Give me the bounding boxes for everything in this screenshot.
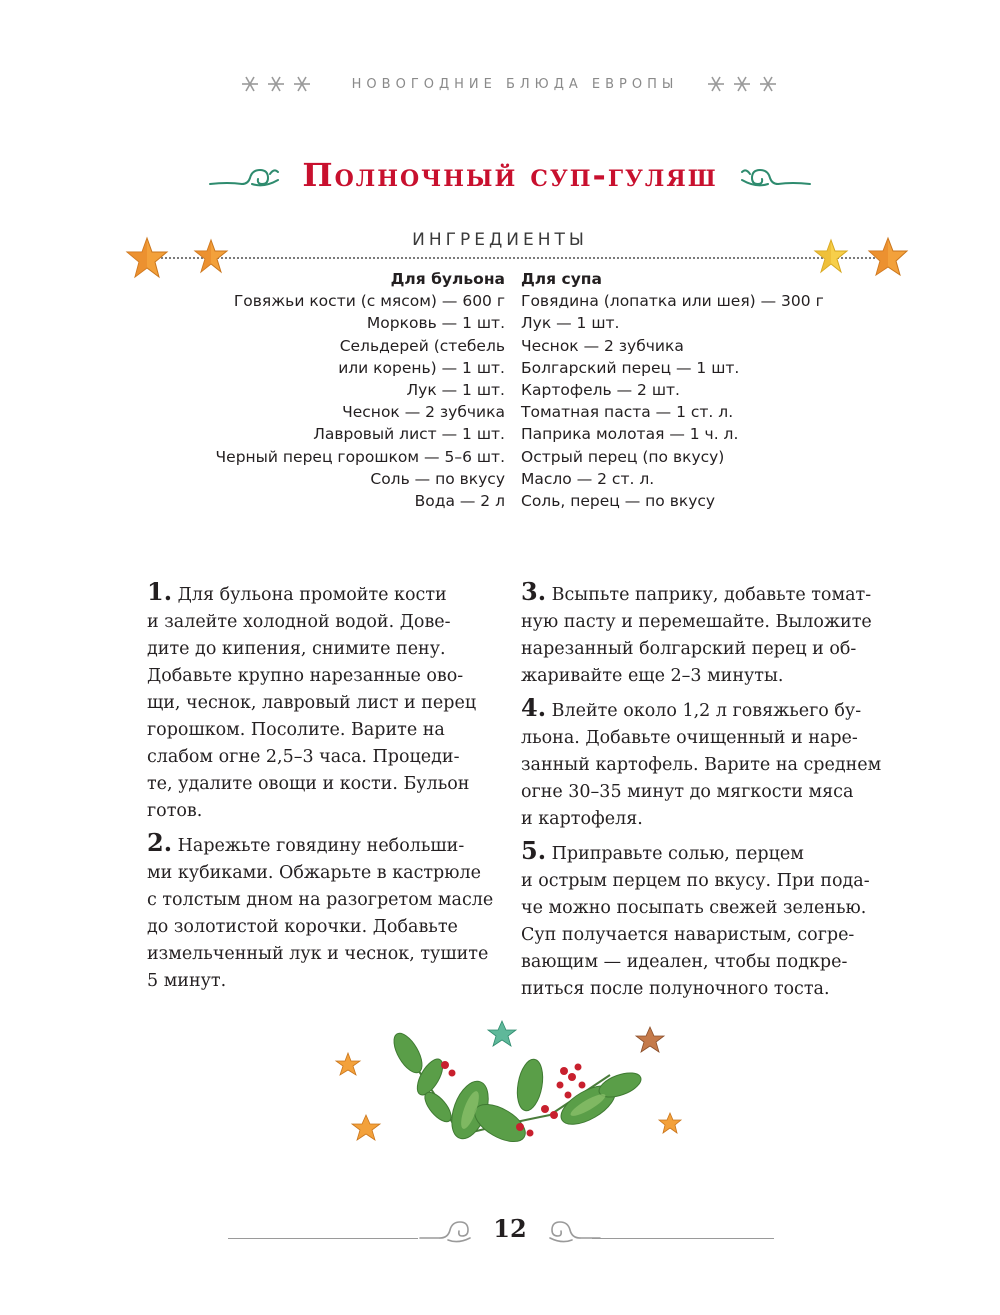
flourish-ornament-icon	[418, 1214, 472, 1248]
holly-illustration	[320, 1015, 690, 1165]
snowflake-icon	[706, 74, 726, 94]
recipe-title: Полночный суп-гуляш	[302, 156, 718, 194]
step-text: че можно посыпать свежей зеленью.	[521, 898, 867, 918]
flourish-ornament-icon	[740, 162, 812, 192]
steps-column-left	[147, 578, 492, 999]
step-text: дите до кипения, снимите пену.	[147, 639, 446, 659]
step-text: Приправьте солью, перцем	[546, 844, 804, 864]
ingredient-item: Вода — 2 л	[414, 492, 505, 511]
star-icon	[352, 1115, 380, 1140]
steps-column-right	[521, 577, 882, 1007]
step-number: 5.	[521, 836, 547, 865]
ingredients-heading: ИНГРЕДИЕНТЫ	[412, 230, 588, 250]
step-text: Всыпьте паприку, добавьте томат-	[546, 585, 872, 605]
running-header-title: НОВОГОДНИЕ БЛЮДА ЕВРОПЫ	[351, 77, 679, 92]
step-text: те, удалите овощи и кости. Бульон	[147, 774, 470, 794]
step-text: льона. Добавьте очищенный и наре-	[521, 728, 858, 748]
snowflake-group-right	[706, 74, 778, 94]
step-text: ми кубиками. Обжарьте в кастрюле	[147, 863, 481, 883]
step-text: ную пасту и перемешайте. Выложите	[521, 612, 872, 632]
snowflake-icon	[732, 74, 752, 94]
ingredient-item: Соль — по вкусу	[370, 469, 505, 488]
ingredient-item: Болгарский перец — 1 шт.	[521, 358, 740, 377]
ingredient-item: Сельдерей (стебель	[339, 336, 505, 355]
soup-heading: Для супа	[521, 270, 602, 288]
step-text: нарезанный болгарский перец и об-	[521, 639, 857, 659]
step-3	[521, 577, 872, 690]
step-text: Нарежьте говядину небольши-	[172, 836, 465, 856]
snowflake-group-left	[240, 74, 312, 94]
ingredient-item: Томатная паста — 1 ст. л.	[521, 403, 734, 422]
step-text: щи, чеснок, лавровый лист и перец	[147, 693, 477, 713]
step-text: и острым перцем по вкусу. При пода-	[521, 871, 870, 891]
step-text: готов.	[147, 801, 203, 821]
star-icon	[336, 1053, 360, 1075]
step-number: 4.	[521, 693, 547, 722]
step-text: питься после полуночного тоста.	[521, 979, 830, 999]
snowflake-icon	[240, 74, 260, 94]
ingredients-broth-column	[160, 268, 505, 512]
footer-rule-left	[228, 1238, 418, 1239]
footer-rule-right	[592, 1238, 774, 1239]
ingredient-item: Морковь — 1 шт.	[366, 314, 505, 333]
snowflake-icon	[266, 74, 286, 94]
star-icon	[488, 1021, 516, 1046]
star-icon	[866, 236, 910, 280]
ingredients-soup-column	[521, 268, 851, 512]
step-text: занный картофель. Варите на среднем	[521, 755, 882, 775]
ingredient-item: Картофель — 2 шт.	[521, 381, 680, 400]
step-text: Влейте около 1,2 л говяжьего бу-	[546, 701, 862, 721]
step-text: до золотистой корочки. Добавьте	[147, 917, 458, 937]
ingredient-item: Говяжьи кости (с мясом) — 600 г	[233, 292, 505, 311]
running-header	[0, 74, 1000, 100]
step-text: Для бульона промойте кости	[172, 585, 447, 605]
ingredient-item: Лавровый лист — 1 шт.	[313, 425, 505, 444]
step-number: 1.	[147, 577, 173, 606]
step-5	[521, 836, 870, 1003]
step-text: слабом огне 2,5–3 часа. Процеди-	[147, 747, 460, 767]
recipe-title-row	[0, 150, 1000, 206]
page-number: 12	[493, 1214, 527, 1243]
star-icon	[659, 1113, 681, 1133]
ingredient-item: Соль, перец — по вкусу	[521, 492, 716, 511]
step-2	[147, 829, 492, 995]
step-text: вающим — идеален, чтобы подкре-	[521, 952, 848, 972]
step-text: и залейте холодной водой. Дове-	[147, 612, 451, 632]
star-icon	[636, 1027, 664, 1052]
step-text: жаривайте еще 2–3 минуты.	[521, 666, 784, 686]
ingredient-item: Лук — 1 шт.	[521, 314, 620, 333]
step-number: 3.	[521, 577, 547, 606]
ingredient-item: Лук — 1 шт.	[406, 381, 505, 400]
ingredient-item: Чеснок — 2 зубчика	[342, 403, 505, 422]
dotted-divider	[150, 257, 890, 259]
step-4	[521, 693, 882, 833]
flourish-ornament-icon	[548, 1214, 602, 1248]
step-1	[147, 578, 492, 825]
step-text: измельченный лук и чеснок, тушите	[147, 944, 489, 964]
ingredient-item: Чеснок — 2 зубчика	[521, 336, 684, 355]
step-text: Суп получается наваристым, согре-	[521, 925, 855, 945]
step-text: Добавьте крупно нарезанные ово-	[147, 666, 464, 686]
step-text: с толстым дном на разогретом масле	[147, 890, 494, 910]
ingredient-item: Паприка молотая — 1 ч. л.	[521, 425, 739, 444]
ingredient-item: Говядина (лопатка или шея) — 300 г	[521, 292, 824, 311]
step-text: и картофеля.	[521, 809, 643, 829]
ingredient-item: Черный перец горошком — 5–6 шт.	[215, 447, 505, 466]
ingredient-item: или корень) — 1 шт.	[338, 358, 505, 377]
snowflake-icon	[758, 74, 778, 94]
snowflake-icon	[292, 74, 312, 94]
step-text: 5 минут.	[147, 971, 227, 991]
step-text: горошком. Посолите. Варите на	[147, 720, 445, 740]
ingredient-item: Острый перец (по вкусу)	[521, 447, 725, 466]
broth-heading: Для бульона	[390, 270, 505, 288]
ingredient-item: Масло — 2 ст. л.	[521, 469, 655, 488]
flourish-ornament-icon	[208, 162, 280, 192]
step-text: огне 30–35 минут до мягкости мяса	[521, 782, 854, 802]
step-number: 2.	[147, 828, 173, 857]
